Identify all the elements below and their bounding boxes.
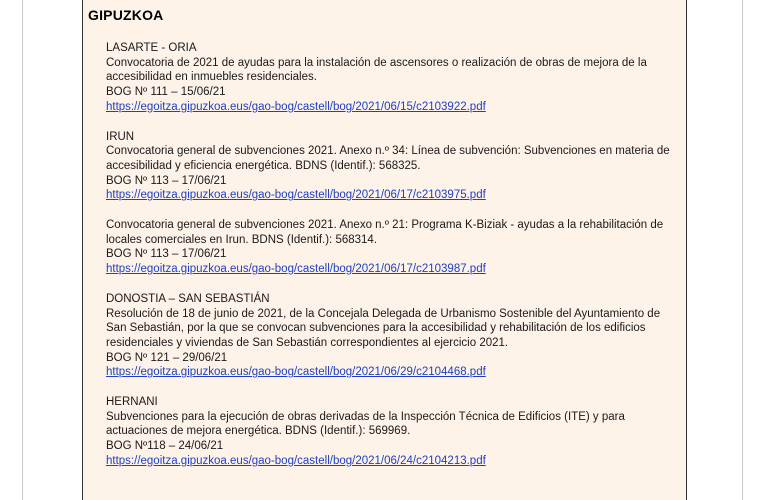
entry-place: DONOSTIA – SAN SEBASTIÁN <box>106 292 270 305</box>
entry-bog-reference: BOG Nº 113 – 17/06/21 <box>106 248 227 261</box>
entry-bog-reference: BOG Nº 111 – 15/06/21 <box>106 86 226 99</box>
page-edge-right <box>742 0 743 500</box>
entry-bog-reference: BOG Nº 121 – 29/06/21 <box>106 351 228 364</box>
entry-description: Convocatoria de 2021 de ayudas para la instalación de ascensores o realización de obras de mejora de la accesibilidad en inmuebles residenciales. <box>106 56 647 84</box>
entry-pdf-link[interactable]: https://egoitza.gipuzkoa.eus/gao-bog/castell/bog/2021/06/17/c2103975.pdf <box>106 189 486 202</box>
entry-bog-reference: BOG Nº 113 – 17/06/21 <box>106 174 227 187</box>
entry-place: HERNANI <box>106 396 158 409</box>
entry-place: IRUN <box>106 130 135 143</box>
entry-pdf-link[interactable]: https://egoitza.gipuzkoa.eus/gao-bog/castell/bog/2021/06/17/c2103987.pdf <box>106 263 486 276</box>
entry-description: Convocatoria general de subvenciones 2021. Anexo n.º 21: Programa K-Biziak - ayudas a la rehabilitación de locales comerciales en Irun. BDNS (Identif.): 568314. <box>106 219 664 246</box>
entry-description: Subvenciones para la ejecución de obras derivadas de la Inspección Técnica de Edificios (ITE) y para actuaciones de mejora energética. BDNS (Identif.): 569969. <box>106 410 625 438</box>
entry-pdf-link[interactable]: https://egoitza.gipuzkoa.eus/gao-bog/castell/bog/2021/06/15/c2103922.pdf <box>106 100 486 113</box>
entry-donostia <box>106 292 672 380</box>
entry-irun-2 <box>106 218 672 277</box>
entry-lasarte-oria <box>106 41 672 115</box>
entry-pdf-link[interactable]: https://egoitza.gipuzkoa.eus/gao-bog/castell/bog/2021/06/29/c2104468.pdf <box>106 366 486 379</box>
entry-place: LASARTE - ORIA <box>106 42 197 54</box>
entry-pdf-link[interactable]: https://egoitza.gipuzkoa.eus/gao-bog/castell/bog/2021/06/24/c2104213.pdf <box>106 454 486 467</box>
entry-hernani <box>106 395 672 469</box>
entry-description: Resolución de 18 de junio de 2021, de la Concejala Delegada de Urbanismo Sostenible del Ayuntamiento de San Sebastián, por la que se convocan subvenciones para la accesibilidad y rehabilitación de los edificios residenciales y viviendas de San Sebastián correspondientes al ejercicio 2021. <box>106 307 661 349</box>
entries-list <box>106 41 672 484</box>
section-title: GIPUZKOA <box>88 7 164 23</box>
entry-irun-1 <box>106 130 672 204</box>
entry-description: Convocatoria general de subvenciones 2021. Anexo n.º 34: Línea de subvención: Subvenciones en materia de accesibilidad y eficiencia energética. BDNS (Identif.): 568325. <box>106 145 670 172</box>
gipuzkoa-section-box <box>82 0 687 500</box>
page-edge-left <box>22 0 23 500</box>
entry-bog-reference: BOG Nº118 – 24/06/21 <box>106 440 224 453</box>
